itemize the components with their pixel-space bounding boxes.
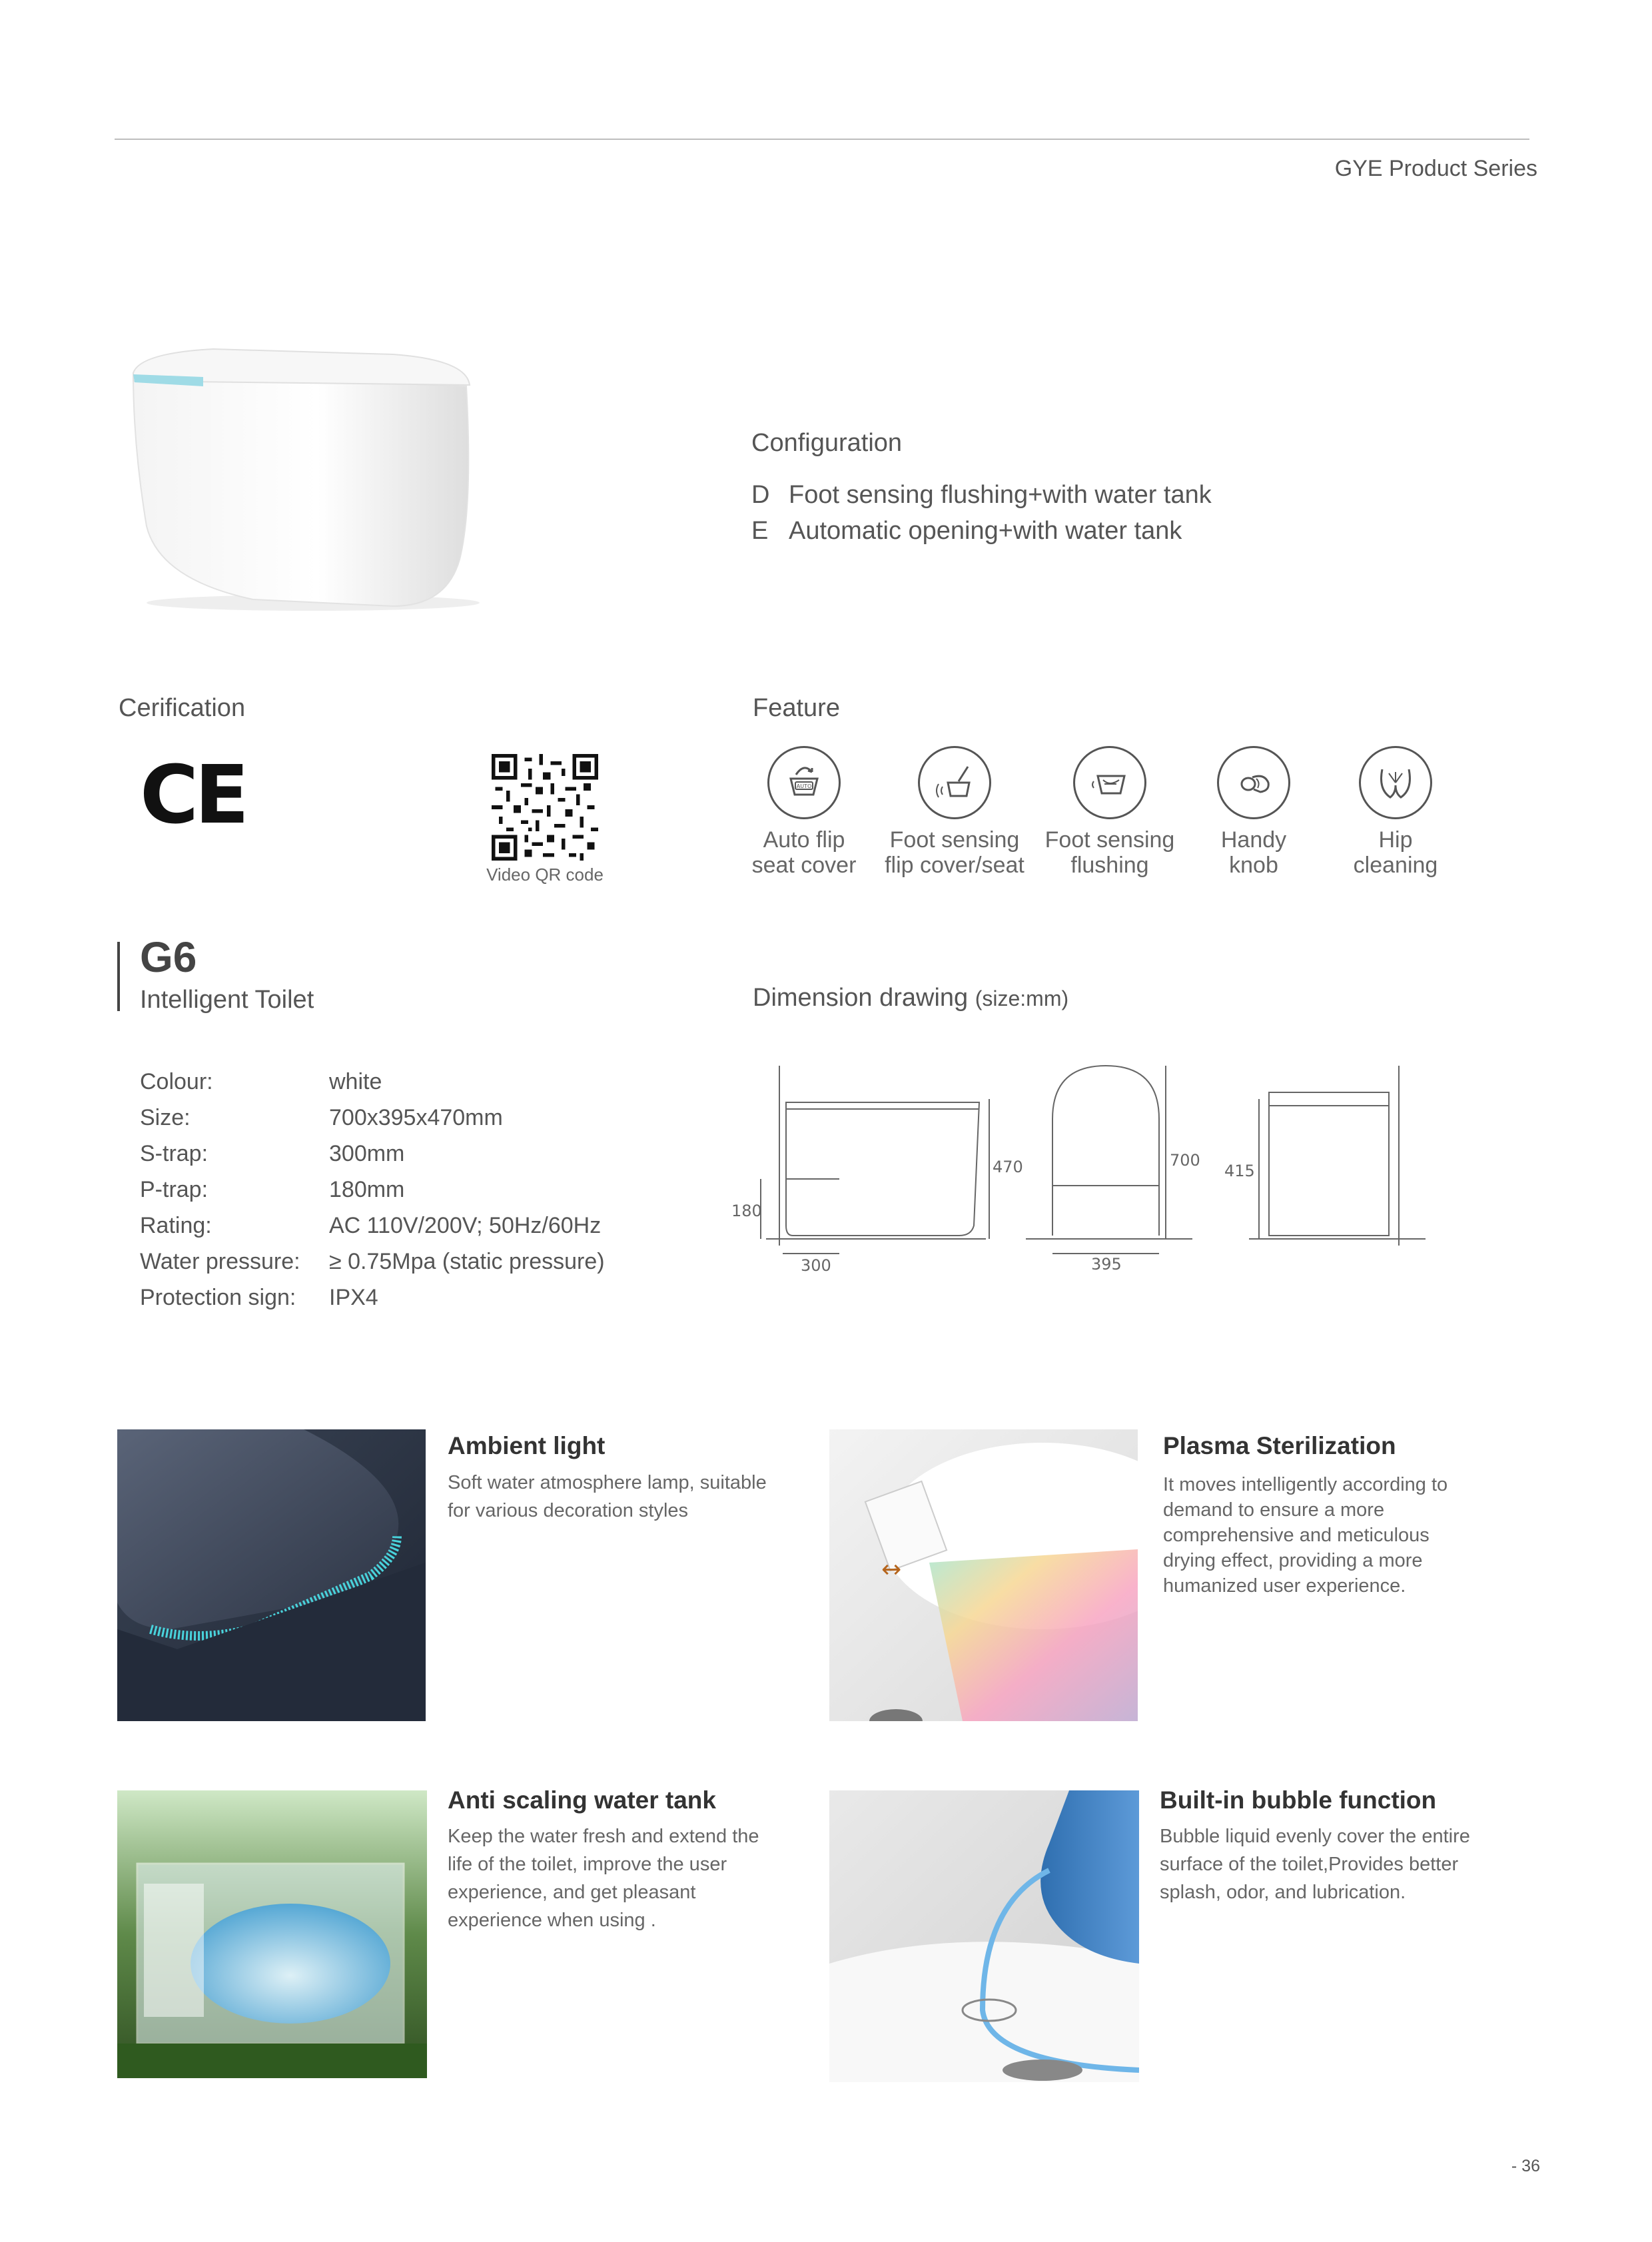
auto-flip-icon bbox=[767, 746, 841, 819]
qr-caption: Video QR code bbox=[486, 865, 604, 885]
hip-cleaning-icon bbox=[1359, 746, 1432, 819]
water-tank-image bbox=[117, 1790, 427, 2078]
feature-desc-plasma: It moves intelligently according to demand to ensure a more comprehensive and meticulous drying effect, providing a more humanized user experience. bbox=[1163, 1474, 1448, 1597]
svg-text:↔: ↔ bbox=[881, 1556, 902, 1583]
knob-icon bbox=[1217, 746, 1290, 819]
dim-label-300: 300 bbox=[801, 1256, 831, 1275]
feature-foot-sensing-flush bbox=[1033, 746, 1186, 878]
feature-title-bubble: Built-in bubble function bbox=[1160, 1786, 1437, 1814]
model-title: G6 bbox=[140, 933, 197, 981]
spec-row bbox=[140, 1105, 503, 1131]
spec-key: Colour: bbox=[140, 1069, 213, 1094]
dimension-title-text: Dimension drawing bbox=[753, 984, 969, 1012]
spec-value: 300mm bbox=[329, 1141, 405, 1166]
title-accent-bar bbox=[117, 942, 120, 1011]
plasma-sterilization-image bbox=[829, 1429, 1138, 1721]
spec-key: Rating: bbox=[140, 1213, 212, 1238]
dim-label-180: 180 bbox=[731, 1202, 762, 1220]
feature-auto-flip bbox=[727, 746, 881, 878]
feature-title-tank: Anti scaling water tank bbox=[448, 1786, 716, 1814]
dimension-unit: (size:mm) bbox=[975, 986, 1069, 1010]
feature-desc-ambient: Soft water atmosphere lamp, suitable for various decoration styles bbox=[448, 1472, 767, 1521]
spec-row bbox=[140, 1213, 601, 1239]
feature-handy-knob bbox=[1177, 746, 1330, 878]
feature-hip-cleaning bbox=[1319, 746, 1472, 878]
header-rule bbox=[115, 139, 1529, 140]
video-qr-code[interactable] bbox=[492, 754, 598, 861]
spec-row bbox=[140, 1177, 404, 1203]
feature-desc-tank: Keep the water fresh and extend the life of the toilet, improve the user experience, and get pleasant experience when using . bbox=[448, 1826, 759, 1931]
feature-desc-bubble: Bubble liquid evenly cover the entire surface of the toilet,Provides better splash, odor, and lubrication. bbox=[1160, 1826, 1470, 1903]
spec-value: white bbox=[329, 1069, 382, 1094]
spec-key: Size: bbox=[140, 1105, 191, 1130]
feature-label: Hip cleaning bbox=[1353, 827, 1438, 878]
ce-mark: CE bbox=[140, 749, 246, 842]
spec-key: Protection sign: bbox=[140, 1285, 296, 1310]
config-letter: E bbox=[751, 517, 769, 545]
spec-value: 700x395x470mm bbox=[329, 1105, 503, 1130]
spec-value: IPX4 bbox=[329, 1285, 378, 1310]
spec-value: 180mm bbox=[329, 1177, 405, 1202]
feature-label: Foot sensing flip cover/seat bbox=[885, 827, 1025, 878]
config-text: Automatic opening+with water tank bbox=[789, 517, 1182, 545]
feature-foot-sensing-cover bbox=[878, 746, 1031, 878]
spec-key: P-trap: bbox=[140, 1177, 208, 1202]
feature-label: Foot sensing flushing bbox=[1044, 827, 1175, 878]
config-text: Foot sensing flushing+with water tank bbox=[789, 481, 1212, 509]
ambient-light-image bbox=[117, 1429, 426, 1721]
dim-label-470: 470 bbox=[993, 1158, 1023, 1176]
dimension-title bbox=[753, 984, 1068, 1012]
bubble-function-image bbox=[829, 1790, 1139, 2082]
series-title: GYE Product Series bbox=[1334, 156, 1537, 181]
foot-sensing-flush-icon bbox=[1073, 746, 1146, 819]
feature-title-plasma: Plasma Sterilization bbox=[1163, 1432, 1396, 1459]
spec-row bbox=[140, 1249, 605, 1275]
dim-label-700: 700 bbox=[1170, 1151, 1200, 1170]
config-item-e bbox=[751, 517, 1182, 546]
config-item-d bbox=[751, 481, 1212, 510]
product-photo bbox=[113, 340, 486, 619]
feature-label: Auto flip seat cover bbox=[751, 827, 857, 878]
spec-value: ≥ 0.75Mpa (static pressure) bbox=[329, 1249, 605, 1274]
feature-title: Feature bbox=[753, 694, 840, 722]
feature-label: Handy knob bbox=[1220, 827, 1287, 878]
spec-row bbox=[140, 1285, 378, 1311]
dim-label-395: 395 bbox=[1091, 1255, 1122, 1274]
svg-text:AUTO: AUTO bbox=[796, 783, 812, 789]
feature-title-ambient: Ambient light bbox=[448, 1432, 606, 1459]
spec-key: Water pressure: bbox=[140, 1249, 300, 1274]
spec-row bbox=[140, 1069, 382, 1095]
dim-label-415: 415 bbox=[1224, 1162, 1255, 1180]
dimension-drawing bbox=[726, 1059, 1432, 1279]
page-number: - 36 bbox=[1511, 2157, 1540, 2175]
spec-key: S-trap: bbox=[140, 1141, 208, 1166]
certification-title: Cerification bbox=[119, 694, 246, 722]
foot-sensing-cover-icon bbox=[918, 746, 991, 819]
config-letter: D bbox=[751, 481, 770, 509]
product-name: Intelligent Toilet bbox=[140, 986, 314, 1014]
spec-value: AC 110V/200V; 50Hz/60Hz bbox=[329, 1213, 602, 1238]
spec-row bbox=[140, 1141, 404, 1167]
configuration-title: Configuration bbox=[751, 429, 903, 457]
